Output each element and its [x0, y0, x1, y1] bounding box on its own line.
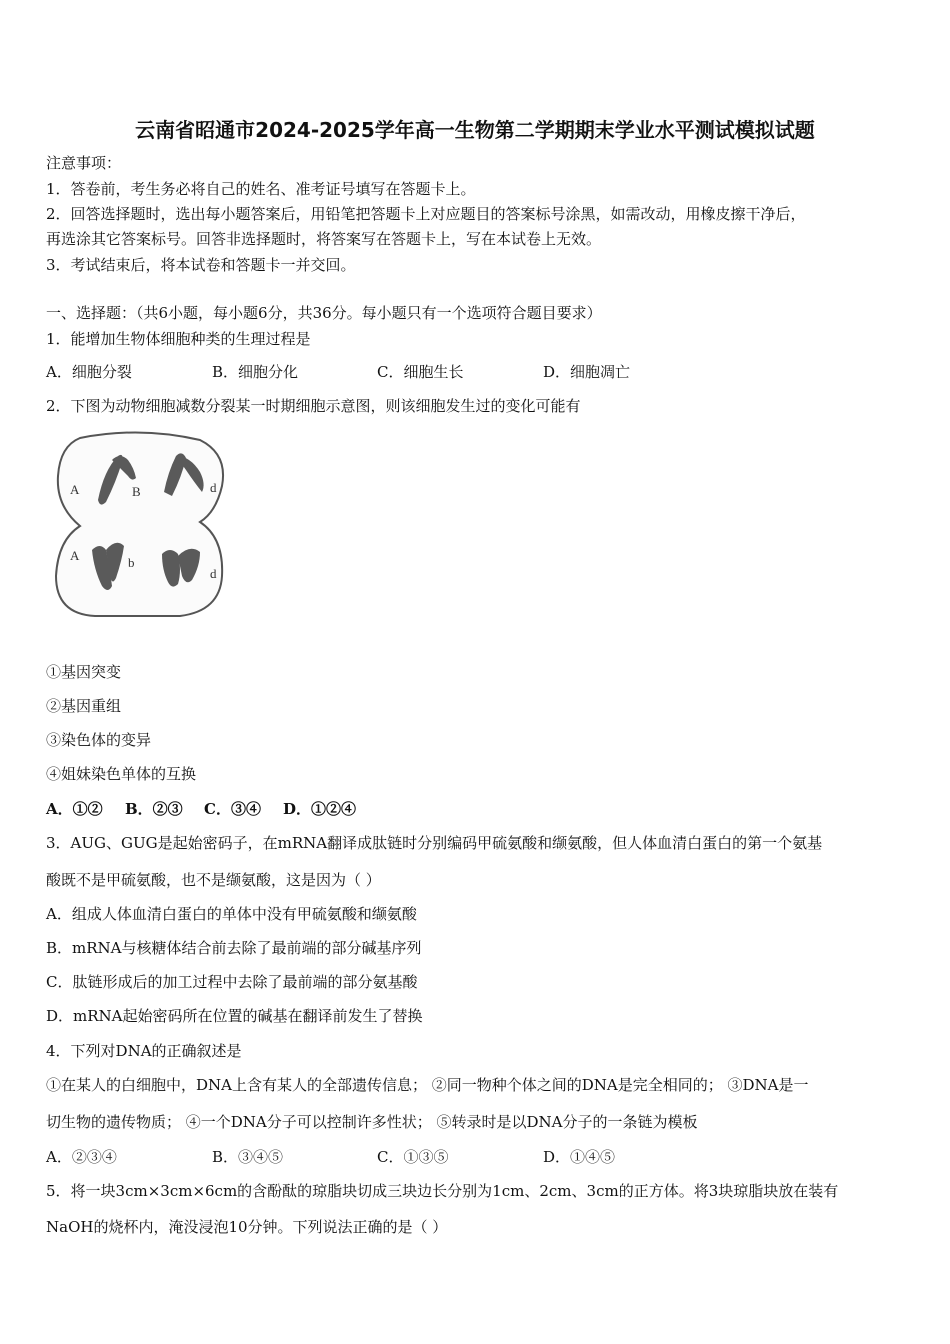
- section-heading: 一、选择题：（共6小题，每小题6分，共36分。每小题只有一个选项符合题目要求）: [46, 304, 602, 322]
- question-2-stem: 2．下图为动物细胞减数分裂某一时期细胞示意图，则该细胞发生过的变化可能有: [46, 397, 581, 415]
- gene-label: B: [132, 484, 141, 499]
- notice-item: 2．回答选择题时，选出每小题答案后，用铅笔把答题卡上对应题目的答案标号涂黑，如需改动，用橡皮擦干净后，: [46, 205, 806, 223]
- q4-statements-cont: 切生物的遗传物质； ④一个DNA分子可以控制许多性状； ⑤转录时是以DNA分子的一条链为模板: [46, 1113, 698, 1131]
- question-4-stem: 4．下列对DNA的正确叙述是: [46, 1042, 242, 1060]
- q2-item: ①基因突变: [46, 663, 122, 681]
- q3-option-d[interactable]: D．mRNA起始密码所在位置的碱基在翻译前发生了替换: [46, 1007, 423, 1025]
- gene-label: b: [128, 555, 135, 570]
- question-3-stem-cont: 酸既不是甲硫氨酸，也不是缬氨酸，这是因为（ ）: [46, 871, 381, 889]
- notice-item: 3．考试结束后，将本试卷和答题卡一并交回。: [46, 256, 356, 274]
- notice-heading: 注意事项：: [46, 154, 122, 172]
- q2-item: ④姐妹染色单体的互换: [46, 765, 197, 783]
- q2-option-d[interactable]: D．①②④: [283, 800, 357, 818]
- q4-statements: ①在某人的白细胞中，DNA上含有某人的全部遗传信息； ②同一物种个体之间的DNA是完全相同的； ③DNA是一: [46, 1076, 809, 1094]
- q1-option-d[interactable]: D．细胞凋亡: [543, 363, 631, 381]
- cell-outline: [56, 432, 223, 616]
- meiosis-cell-diagram: [50, 426, 230, 626]
- gene-label: d: [210, 480, 217, 495]
- q3-option-c[interactable]: C．肽链形成后的加工过程中去除了最前端的部分氨基酸: [46, 973, 418, 991]
- gene-label: d: [210, 566, 217, 581]
- q3-option-a[interactable]: A．组成人体血清白蛋白的单体中没有甲硫氨酸和缬氨酸: [46, 905, 417, 923]
- question-1-stem: 1．能增加生物体细胞种类的生理过程是: [46, 330, 311, 348]
- q4-option-b[interactable]: B．③④⑤: [212, 1148, 284, 1166]
- question-3-stem: 3．AUG、GUG是起始密码子，在mRNA翻译成肽链时分别编码甲硫氨酸和缬氨酸，但人体血清白蛋白的第一个氨基: [46, 834, 823, 852]
- gene-label: A: [70, 548, 80, 563]
- notice-item: 再选涂其它答案标号。回答非选择题时，将答案写在答题卡上，写在本试卷上无效。: [46, 230, 602, 248]
- q2-item: ③染色体的变异: [46, 731, 152, 749]
- q1-option-b[interactable]: B．细胞分化: [212, 363, 299, 381]
- q2-option-c[interactable]: C．③④: [204, 800, 261, 818]
- notice-item: 1．答卷前，考生务必将自己的姓名、准考证号填写在答题卡上。: [46, 180, 476, 198]
- q1-option-c[interactable]: C．细胞生长: [377, 363, 464, 381]
- q4-option-c[interactable]: C．①③⑤: [377, 1148, 449, 1166]
- q2-item: ②基因重组: [46, 697, 122, 715]
- q4-option-a[interactable]: A．②③④: [46, 1148, 117, 1166]
- q3-option-b[interactable]: B．mRNA与核糖体结合前去除了最前端的部分碱基序列: [46, 939, 422, 957]
- question-5-stem-cont: NaOH的烧杯内，淹没浸泡10分钟。下列说法正确的是（ ）: [46, 1218, 448, 1236]
- q1-option-a[interactable]: A．细胞分裂: [46, 363, 132, 381]
- gene-label: A: [70, 482, 80, 497]
- q2-option-b[interactable]: B．②③: [125, 800, 183, 818]
- page-title: 云南省昭通市2024-2025学年高一生物第二学期期末学业水平测试模拟试题: [135, 118, 815, 142]
- q4-option-d[interactable]: D．①④⑤: [543, 1148, 616, 1166]
- question-5-stem: 5．将一块3cm×3cm×6cm的含酚酞的琼脂块切成三块边长分别为1cm、2cm、3cm的正方体。将3块琼脂块放在装有: [46, 1182, 839, 1200]
- q2-option-a[interactable]: A．①②: [46, 800, 103, 818]
